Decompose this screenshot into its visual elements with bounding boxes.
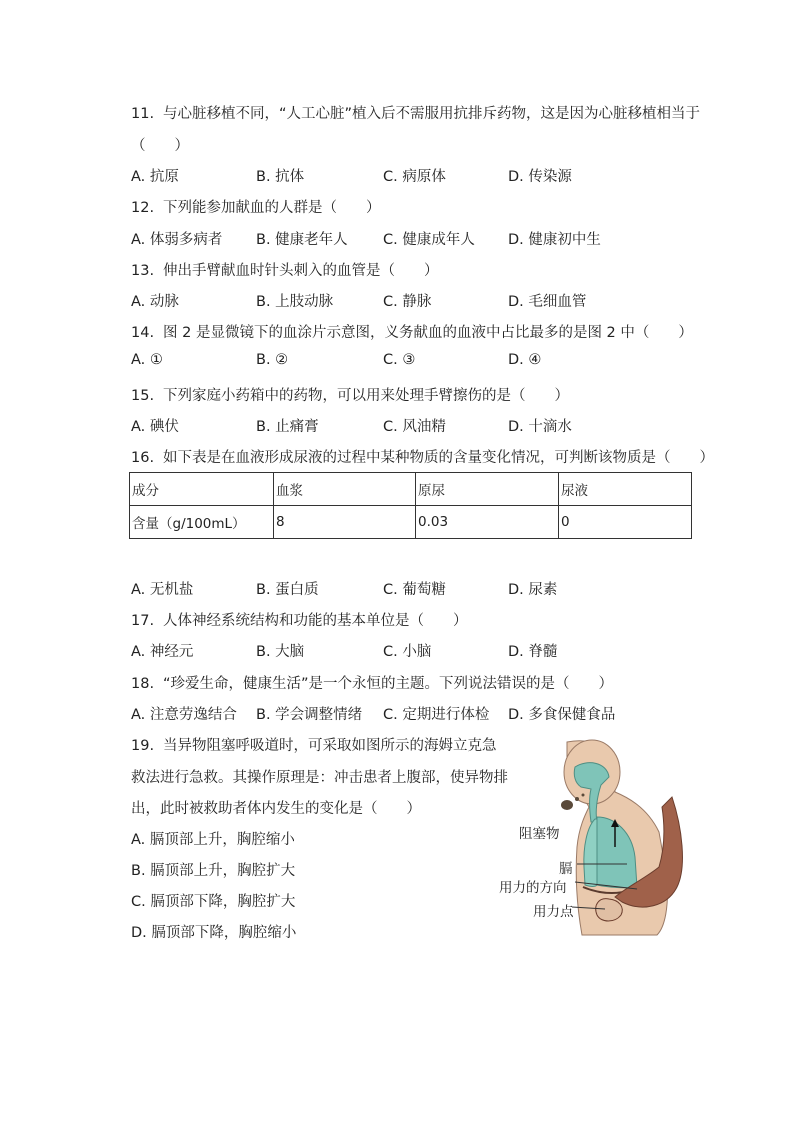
option-a[interactable]: A. 碘伏	[131, 419, 179, 435]
option-a[interactable]: A. 体弱多病者	[131, 232, 223, 248]
table-cell: 尿液	[559, 473, 692, 506]
option-b[interactable]: B. ②	[256, 352, 289, 368]
question-19-stem-line-3: 出，此时被救助者体内发生的变化是（ ）	[131, 801, 421, 817]
question-12-options	[131, 228, 651, 250]
option-c[interactable]: C. 健康成年人	[383, 232, 475, 248]
question-number: 16.	[131, 450, 155, 466]
table-cell: 原尿	[416, 473, 559, 506]
question-number: 19.	[131, 738, 155, 754]
option-c[interactable]: C. 风油精	[383, 419, 446, 435]
question-number: 12.	[131, 200, 155, 216]
question-number: 13.	[131, 263, 155, 279]
question-11-stem-cont: （ ）	[131, 138, 189, 154]
option-d[interactable]: D. 尿素	[508, 582, 558, 598]
option-d[interactable]: D. 十滴水	[508, 419, 572, 435]
question-15-options	[131, 415, 651, 437]
option-b[interactable]: B. 抗体	[256, 169, 305, 185]
question-18-options	[131, 703, 651, 725]
table-cell: 0.03	[416, 506, 559, 539]
option-c[interactable]: C. 膈顶部下降，胸腔扩大	[131, 894, 296, 910]
question-text: 与心脏移植不同，“人工心脏”植入后不需服用抗排斥药物，这是因为心脏移植相当于	[163, 106, 701, 122]
label-force-direction: 用力的方向	[499, 880, 567, 896]
question-text: 人体神经系统结构和功能的基本单位是（ ）	[163, 613, 468, 629]
option-b[interactable]: B. 膈顶部上升，胸腔扩大	[131, 863, 296, 879]
option-b[interactable]: B. 蛋白质	[256, 582, 319, 598]
question-14-options	[131, 352, 651, 374]
table-cell: 含量（g/100mL）	[130, 506, 274, 539]
option-b[interactable]: B. 健康老年人	[256, 232, 348, 248]
question-text: 下列家庭小药箱中的药物，可以用来处理手臂擦伤的是（ ）	[163, 388, 569, 404]
option-a[interactable]: A. 动脉	[131, 294, 179, 310]
option-c[interactable]: C. 病原体	[383, 169, 446, 185]
question-18-stem	[131, 672, 613, 693]
option-d[interactable]: D. 膈顶部下降，胸腔缩小	[131, 925, 297, 941]
option-d[interactable]: D. 脊髓	[508, 644, 558, 660]
option-c[interactable]: C. 小脑	[383, 644, 432, 660]
heimlich-figure	[497, 737, 697, 937]
question-text: 当异物阻塞呼吸道时，可采取如图所示的海姆立克急	[163, 738, 497, 754]
question-12-stem	[131, 196, 381, 217]
question-11-options	[131, 165, 651, 187]
option-c[interactable]: C. 定期进行体检	[383, 707, 490, 723]
question-11-stem	[131, 102, 700, 123]
option-b[interactable]: B. 上肢动脉	[256, 294, 334, 310]
question-19-stem-line-2: 救法进行急救。其操作原理是：冲击患者上腹部，使异物排	[131, 770, 508, 786]
option-d[interactable]: D. 毛细血管	[508, 294, 587, 310]
table-cell: 成分	[130, 473, 274, 506]
option-c[interactable]: C. 静脉	[383, 294, 432, 310]
question-number: 11.	[131, 106, 155, 122]
question-text: “珍爱生命，健康生活”是一个永恒的主题。下列说法错误的是（ ）	[163, 676, 614, 692]
question-number: 18.	[131, 676, 155, 692]
question-text: 下列能参加献血的人群是（ ）	[163, 200, 381, 216]
question-16-options	[131, 578, 651, 600]
question-17-stem	[131, 609, 468, 630]
table-row	[130, 506, 692, 539]
label-force-point: 用力点	[533, 904, 574, 920]
label-obstruction: 阻塞物	[519, 826, 560, 842]
option-b[interactable]: B. 止痛膏	[256, 419, 319, 435]
option-d[interactable]: D. 健康初中生	[508, 232, 601, 248]
question-text: 图 2 是显微镜下的血涂片示意图，义务献血的血液中占比最多的是图 2 中（ ）	[163, 325, 693, 341]
option-d[interactable]: D. ④	[508, 352, 542, 368]
question-number: 17.	[131, 613, 155, 629]
option-a[interactable]: A. 无机盐	[131, 582, 194, 598]
question-13-options	[131, 290, 651, 312]
data-table	[129, 472, 692, 539]
table-cell: 0	[559, 506, 692, 539]
label-diaphragm: 膈	[559, 861, 573, 877]
question-13-stem	[131, 259, 439, 280]
table-cell: 8	[274, 506, 416, 539]
option-a[interactable]: A. 抗原	[131, 169, 179, 185]
option-a[interactable]: A. ①	[131, 352, 163, 368]
question-17-options	[131, 640, 651, 662]
question-number: 15.	[131, 388, 155, 404]
question-14-stem	[131, 321, 693, 342]
question-19-stem	[131, 734, 497, 755]
table-header-row	[130, 473, 692, 506]
question-15-stem	[131, 384, 569, 405]
table-cell: 血浆	[274, 473, 416, 506]
option-a[interactable]: A. 神经元	[131, 644, 194, 660]
option-c[interactable]: C. ③	[383, 352, 416, 368]
question-text: 如下表是在血液形成尿液的过程中某种物质的含量变化情况，可判断该物质是（ ）	[163, 450, 714, 466]
option-a[interactable]: A. 膈顶部上升，胸腔缩小	[131, 832, 295, 848]
question-16-stem	[131, 446, 714, 467]
option-b[interactable]: B. 大脑	[256, 644, 305, 660]
option-c[interactable]: C. 葡萄糖	[383, 582, 446, 598]
option-a[interactable]: A. 注意劳逸结合	[131, 707, 237, 723]
question-number: 14.	[131, 325, 155, 341]
question-text: 伸出手臂献血时针头刺入的血管是（ ）	[163, 263, 439, 279]
option-b[interactable]: B. 学会调整情绪	[256, 707, 363, 723]
option-d[interactable]: D. 传染源	[508, 169, 572, 185]
option-d[interactable]: D. 多食保健食品	[508, 707, 616, 723]
